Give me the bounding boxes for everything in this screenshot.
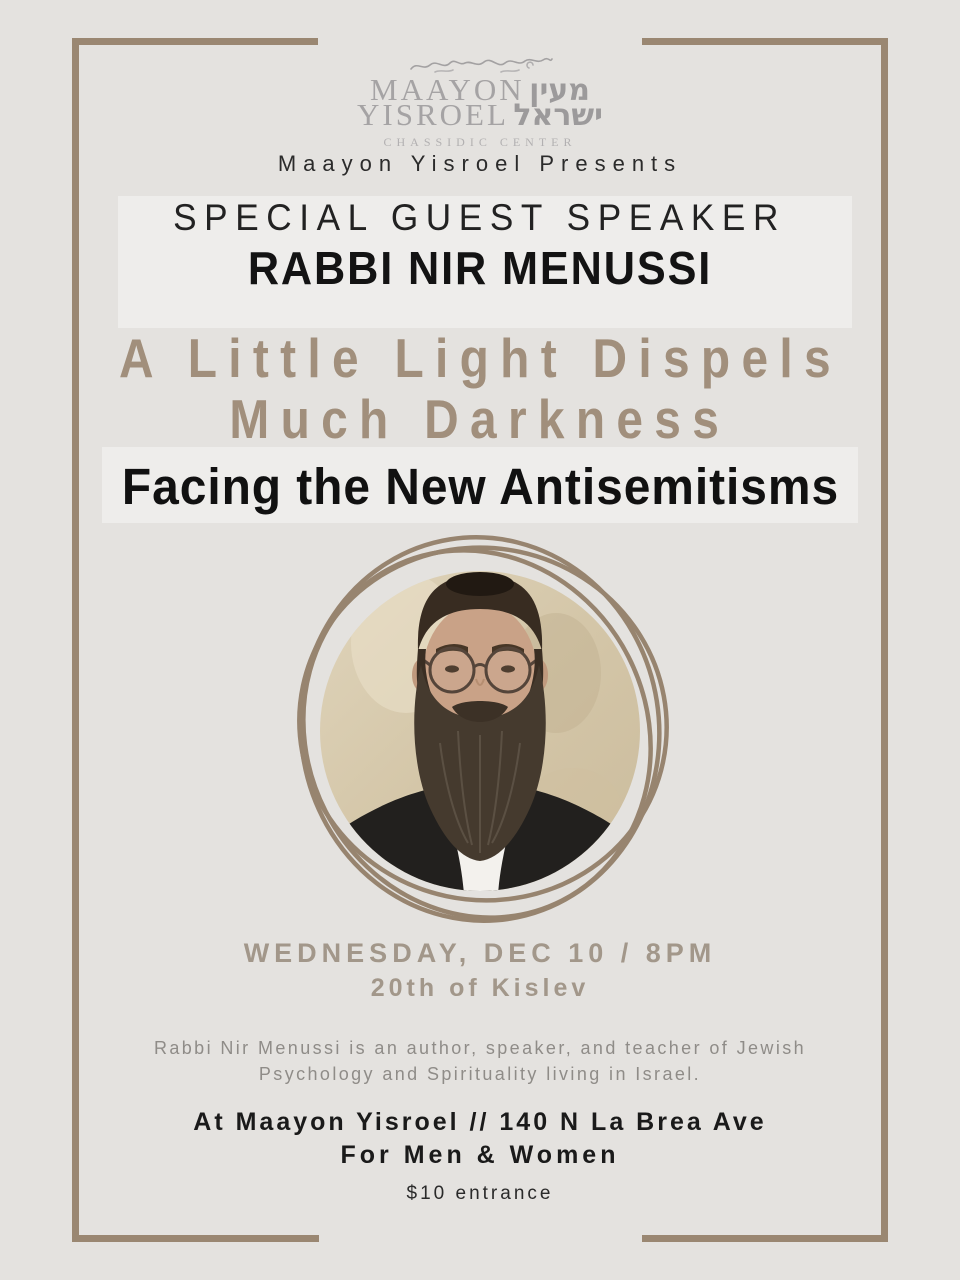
speaker-name-text: RABBI NIR MENUSSI: [247, 242, 713, 294]
kicker-line: [0, 197, 960, 239]
title-line-2-text: Much Darkness: [229, 388, 731, 450]
speaker-name: [0, 241, 960, 295]
event-audience: For Men & Women: [340, 1141, 620, 1169]
logo-subtitle: CHASSIDIC CENTER: [383, 135, 577, 149]
frame-bottom-right-segment: [642, 1235, 888, 1242]
logo-hebrew-yisroel: ישראל: [513, 98, 603, 133]
maayon-yisroel-logo: [0, 54, 960, 150]
event-hebrew-date: 20th of Kislev: [370, 974, 590, 1002]
logo-text-yisroel: YISROEL: [357, 97, 509, 132]
title-subtitle: [0, 457, 960, 516]
title-subtitle-text: Facing the New Antisemitisms: [121, 458, 839, 515]
speaker-portrait-image: [288, 523, 672, 935]
logo-row-2: [0, 97, 960, 133]
speaker-bio-line-2: Psychology and Spirituality living in Israel.: [258, 1064, 702, 1084]
speaker-portrait: [288, 523, 672, 935]
event-datetime: WEDNESDAY, DEC 10 / 8PM: [243, 938, 717, 968]
frame-top-right-segment: [642, 38, 888, 45]
kicker-text: SPECIAL GUEST SPEAKER: [173, 197, 787, 238]
logo-hebrew-maayon: מעין: [529, 73, 590, 108]
title-line-1: [0, 326, 960, 390]
event-price: $10 entrance: [406, 1183, 554, 1204]
frame-top-left-segment: [72, 38, 318, 45]
presents-line: Maayon Yisroel Presents: [277, 151, 683, 176]
speaker-bio-line-1: Rabbi Nir Menussi is an author, speaker, and teacher of Jewish: [153, 1038, 807, 1058]
event-location: At Maayon Yisroel // 140 N La Brea Ave: [193, 1108, 767, 1136]
frame-bottom-left-segment: [72, 1235, 319, 1242]
title-line-1-text: A Little Light Dispels: [118, 327, 842, 389]
title-line-2: [0, 387, 960, 451]
logo-text-maayon: MAAYON: [370, 72, 525, 107]
